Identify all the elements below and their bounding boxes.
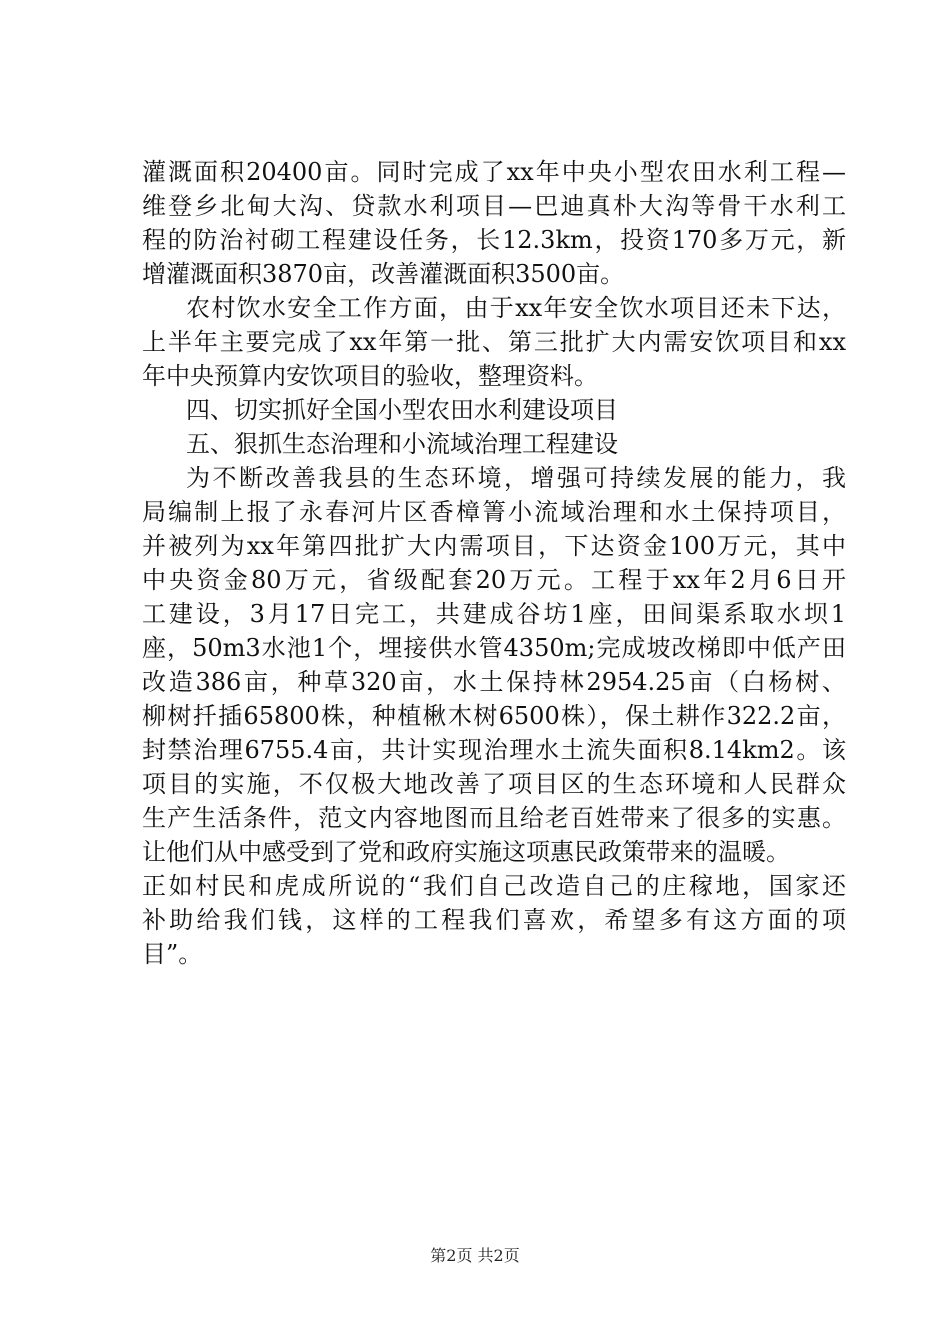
page-number-footer: 第2页 共2页	[430, 1246, 520, 1265]
paragraph-line: 局编制上报了永春河片区香樟箐小流域治理和水土保持项目，	[142, 498, 846, 526]
paragraph-line: 维登乡北甸大沟、贷款水利项目—巴迪真朴大沟等骨干水利工	[142, 192, 846, 220]
paragraph-line: 让他们从中感受到了党和政府实施这项惠民政策带来的温暖。	[142, 838, 790, 866]
paragraph-line: 程的防治衬砌工程建设任务，长12.3km，投资170多万元，新	[142, 226, 846, 254]
document-body	[142, 155, 846, 971]
paragraph-line: 改造386亩，种草320亩，水土保持林2954.25亩（白杨树、	[142, 668, 846, 696]
paragraph-line: 为不断改善我县的生态环境，增强可持续发展的能力，我	[186, 464, 846, 492]
section-heading: 四、切实抓好全国小型农田水利建设项目	[186, 396, 618, 424]
paragraph-line: 座，50m3水池1个，埋接供水管4350m;完成坡改梯即中低产田	[142, 634, 846, 662]
paragraph-line: 补助给我们钱，这样的工程我们喜欢，希望多有这方面的项	[142, 906, 846, 934]
paragraph-line: 增灌溉面积3870亩，改善灌溉面积3500亩。	[142, 260, 625, 288]
paragraph-line: 中央资金80万元，省级配套20万元。工程于xx年2月6日开	[142, 566, 846, 594]
paragraph-line: 工建设，3月17日完工，共建成谷坊1座，田间渠系取水坝1	[142, 600, 846, 628]
paragraph-line: 上半年主要完成了xx年第一批、第三批扩大内需安饮项目和xx	[142, 328, 846, 356]
paragraph-line: 年中央预算内安饮项目的验收，整理资料。	[142, 362, 598, 390]
section-heading: 五、狠抓生态治理和小流域治理工程建设	[186, 430, 618, 458]
paragraph-line: 灌溉面积20400亩。同时完成了xx年中央小型农田水利工程—	[142, 158, 846, 186]
paragraph-line: 目”。	[142, 940, 203, 968]
paragraph-line: 项目的实施，不仅极大地改善了项目区的生态环境和人民群众	[142, 770, 846, 798]
paragraph-line: 生产生活条件，范文内容地图而且给老百姓带来了很多的实惠。	[142, 804, 846, 832]
paragraph-line: 柳树扦插65800株，种植楸木树6500株），保土耕作322.2亩，	[142, 702, 846, 730]
paragraph-line: 并被列为xx年第四批扩大内需项目，下达资金100万元，其中	[142, 532, 846, 560]
paragraph-line: 农村饮水安全工作方面，由于xx年安全饮水项目还未下达，	[186, 294, 846, 322]
paragraph-line: 封禁治理6755.4亩，共计实现治理水土流失面积8.14km2。该	[142, 736, 846, 764]
paragraph-line: 正如村民和虎成所说的“我们自己改造自己的庄稼地，国家还	[142, 872, 846, 900]
